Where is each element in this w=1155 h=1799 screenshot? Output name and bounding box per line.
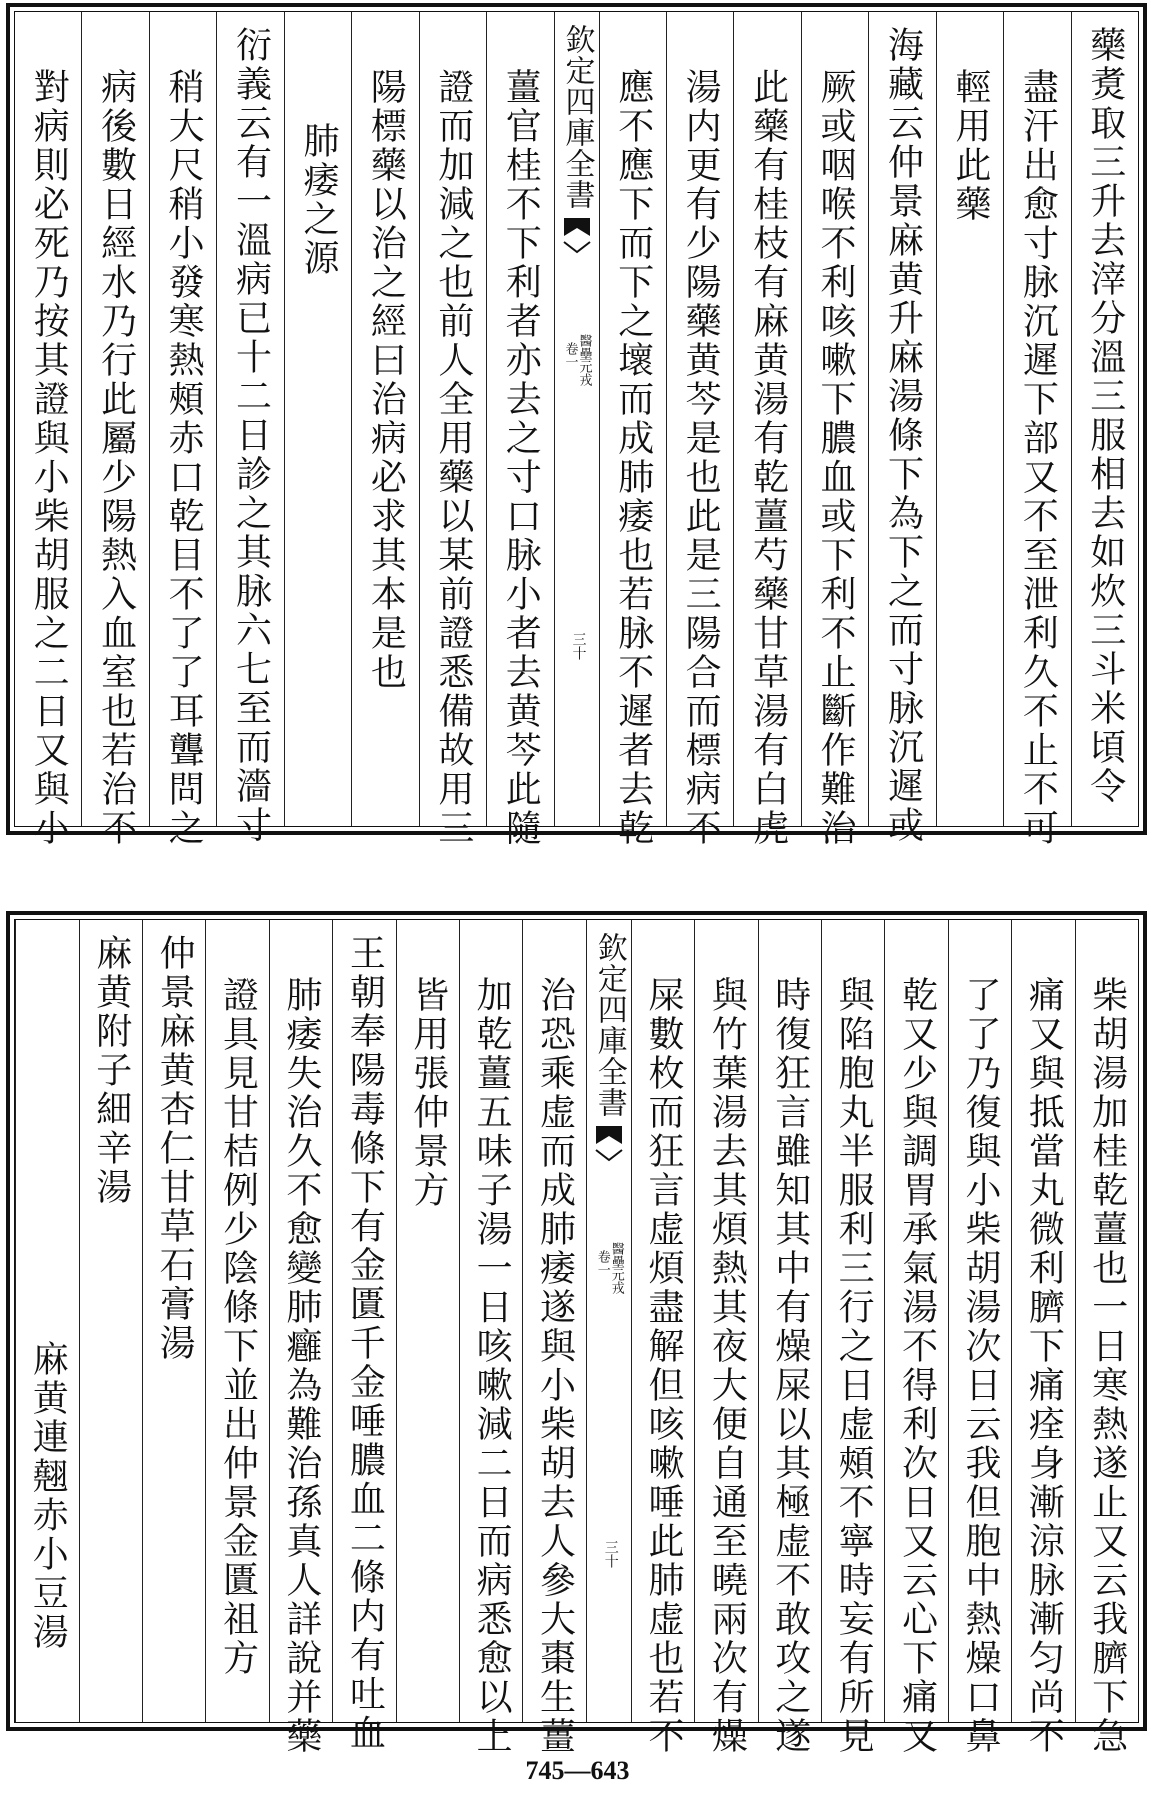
text-column [332,920,395,1753]
center-fold [554,12,599,826]
column-text: 王朝奉陽毒條下有金匱千金唾膿血二條内有吐血 [344,934,386,1753]
text-column [1071,12,1138,826]
text-column [948,920,1011,1756]
center-title: 欽定四庫全書 [591,932,627,1118]
column-text: 麻黄連翹赤小豆湯 [27,1340,69,1652]
column-text: 病後數日經水乃行此屬少陽熱入血室也若治不 [95,68,137,848]
column-text: 屎數枚而狂言虚煩盡解但咳嗽唾此肺虚也若不 [642,976,684,1756]
text-columns [15,920,1138,1756]
page-bottom [0,908,1155,1756]
column-text: 證而加減之也前人全用藥以某前證悉備故用三 [432,68,474,848]
text-column [694,920,757,1756]
column-text: 對病則必死乃按其證與小柴胡服之二日又與小 [28,68,70,848]
text-column [1075,920,1138,1756]
center-book-title: 醫壘元戎 [608,1242,624,1294]
column-text: 稍大尺稍小發寒熱頰赤口乾目不了了耳聾問之 [163,68,205,848]
text-column [396,920,459,1722]
text-column [801,12,868,848]
column-text: 皆用張仲景方 [407,976,449,1210]
text-column [868,12,935,845]
center-volume: 卷一 [594,1250,610,1276]
text-column [459,920,522,1756]
page-frame [6,911,1147,1756]
text-column [216,12,283,845]
column-text: 了了乃復與小柴胡湯次日云我但胞中熱燥口鼻 [959,976,1001,1756]
page-frame-inner [14,919,1139,1756]
column-text: 盡汗出愈寸脉沉遲下部又不至泄利久不止不可 [1017,68,1059,848]
text-column [758,920,821,1756]
text-column [419,12,486,848]
column-text: 證具見甘桔例少陰條下並出仲景金匱祖方 [217,976,259,1678]
text-column [205,920,268,1722]
text-columns [15,12,1138,848]
column-text: 時復狂言雖知其中有燥屎以其極虚不敢攻之遂 [769,976,811,1756]
text-column [79,920,142,1722]
folio-number: 745—643 [525,1756,630,1785]
column-text: 肺痿之源 [297,122,339,278]
column-text: 藥煑取三升去滓分溫三服相去如炊三斗米頃令 [1084,26,1126,806]
text-column [142,920,205,1722]
column-text: 海藏云仲景麻黄升麻湯條下為下之而寸脉沉遲或 [882,26,924,845]
column-text: 肺痿失治久不愈變肺癰為難治孫真人詳說并藥 [280,976,322,1756]
column-text: 湯内更有少陽藥黄芩是也此是三陽合而標病不 [680,68,722,848]
center-fold [586,920,631,1722]
column-text: 痛又與抵當丸微利臍下痛痊身漸涼脉漸匀尚不 [1023,976,1065,1756]
text-column [1011,920,1074,1756]
text-column [15,12,81,848]
text-column [1003,12,1070,848]
text-column [351,12,418,826]
text-column [733,12,800,848]
center-volume: 卷一 [562,342,578,368]
text-column [599,12,666,848]
column-text: 治恐乘虚而成肺痿遂與小柴胡去人參大棗生薑 [534,976,576,1756]
text-column [884,920,947,1756]
text-column [522,920,585,1756]
column-text: 衍義云有一溫病已十二日診之其脉六七至而濇寸 [230,26,272,845]
column-text: 與陷胞丸半服利三行之日虚頰不寧時妄有所見 [833,976,875,1756]
text-column [81,12,148,848]
center-page-number: 三十 [570,632,587,660]
page-top [0,0,1155,848]
text-column [936,12,1003,826]
center-title: 欽定四庫全書 [559,24,595,210]
center-page-number: 三十 [602,1540,619,1568]
text-column [149,12,216,848]
text-column [631,920,694,1756]
column-text: 此藥有桂枝有麻黄湯有乾薑芍藥甘草湯有白虎 [747,68,789,848]
text-column [666,12,733,848]
text-column [269,920,332,1756]
column-text: 應不應下而下之壞而成肺痿也若脉不遲者去乾 [612,68,654,848]
text-column [821,920,884,1756]
page-frame [6,3,1147,848]
fish-tail-mark-icon [594,1124,624,1166]
text-column [284,12,351,826]
column-text: 陽標藥以治之經曰治病必求其本是也 [365,68,407,692]
center-book-title: 醫壘元戎 [576,334,592,386]
column-text: 仲景麻黄杏仁甘草石膏湯 [154,934,196,1363]
column-text: 麻黄附子細辛湯 [90,934,132,1207]
column-text: 乾又少與調胃承氣湯不得利次日又云心下痛又 [896,976,938,1756]
column-text: 加乾薑五味子湯一日咳嗽減二日而病悉愈以上 [471,976,513,1756]
page-frame-inner [14,11,1139,848]
text-column [15,920,78,1722]
fish-tail-mark-icon [562,216,592,258]
column-text: 薑官桂不下利者亦去之寸口脉小者去黄芩此隨 [500,68,542,848]
column-text: 輕用此藥 [949,68,991,224]
column-text: 柴胡湯加桂乾薑也一日寒熱遂止又云我臍下急 [1086,976,1128,1756]
column-text: 與竹葉湯去其煩熱其夜大便自通至曉兩次有燥 [706,976,748,1756]
column-text: 厥或咽喉不利咳嗽下膿血或下利不止斷作難治 [815,68,857,848]
text-column [486,12,553,848]
